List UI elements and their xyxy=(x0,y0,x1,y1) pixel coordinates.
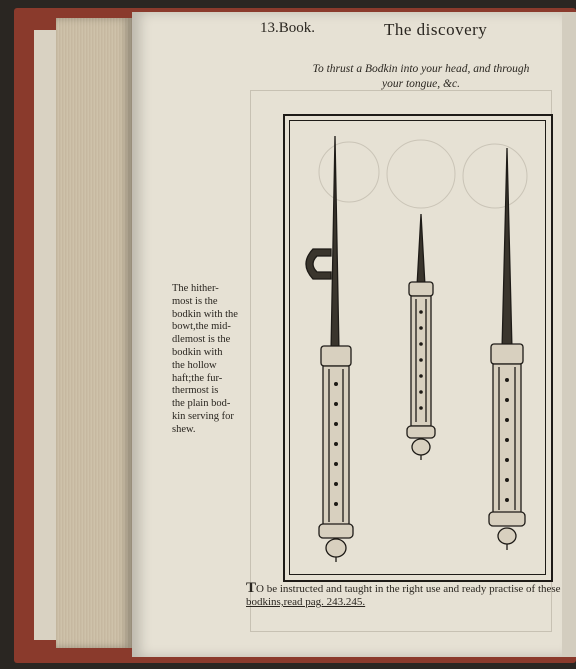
margin-note-line: bowt,the mid- xyxy=(172,321,231,333)
show-through-circles xyxy=(319,140,527,208)
margin-note xyxy=(172,283,254,437)
bodkins-woodcut xyxy=(283,114,553,582)
margin-note-line: bodkin with the xyxy=(172,308,238,320)
margin-note-line: thermost is xyxy=(172,385,219,397)
footer-text: O be instructed and taught in the right use and ready practise of these xyxy=(256,583,561,595)
margin-note-line: most is the xyxy=(172,295,218,307)
running-title: The discovery xyxy=(384,20,488,39)
margin-note-line: the hollow xyxy=(172,359,217,371)
running-header xyxy=(260,20,560,44)
footer-note xyxy=(246,582,562,609)
drop-initial: T xyxy=(246,580,257,596)
bodkin-with-hollow-haft-icon xyxy=(407,214,435,460)
endpaper xyxy=(34,30,58,640)
page-edges xyxy=(56,18,132,648)
margin-note-line: shew. xyxy=(172,423,196,435)
margin-note-line: the plain bod- xyxy=(172,398,231,410)
book-number: 13.Book. xyxy=(260,20,316,36)
bodkin-with-bowt-icon xyxy=(306,136,353,562)
margin-note-line: kin serving for xyxy=(172,410,234,422)
facing-page-edge xyxy=(562,12,576,657)
figure-caption xyxy=(286,62,556,92)
caption-line-2: your tongue, &c. xyxy=(382,78,460,90)
margin-note-line: haft;the fur- xyxy=(172,372,223,384)
margin-note-line: bodkin with xyxy=(172,346,223,358)
page-reference: bodkins,read pag. 243.245. xyxy=(246,596,366,608)
margin-note-line: dlemost is the xyxy=(172,334,231,346)
caption-line-1: To thrust a Bodkin into your head, and through xyxy=(312,63,530,75)
margin-note-line: The hither- xyxy=(172,283,219,294)
